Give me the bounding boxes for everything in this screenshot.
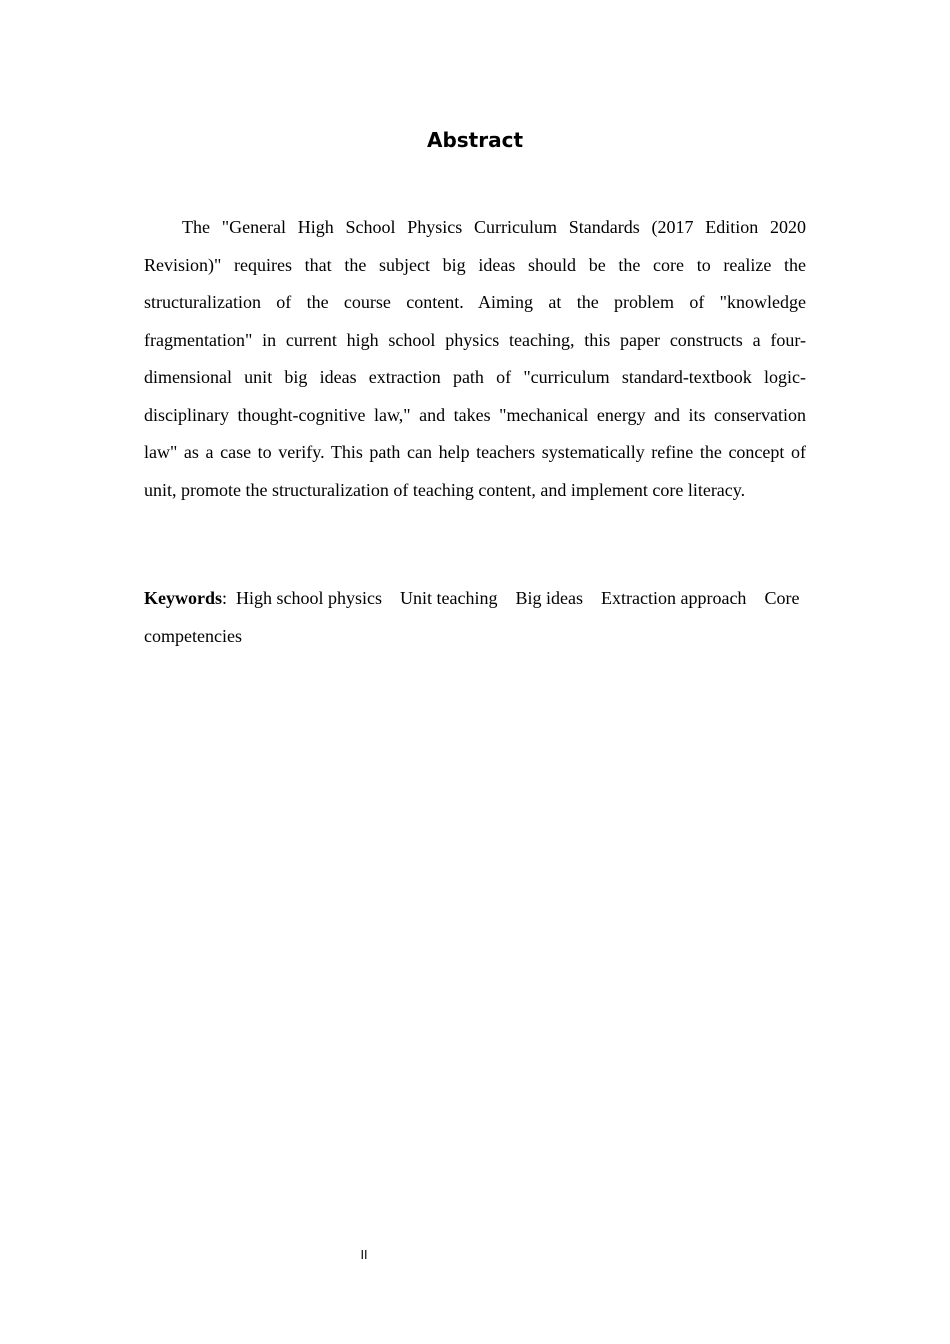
abstract-body: The "General High School Physics Curriculum Standards (2017 Edition 2020 Revision)" requires that the subject big ideas should be the core to realize the structuralization of the course content. Aiming at the problem of "knowledge fragmentation" in current high school physics teaching, this paper constructs a four-dimensional unit big ideas extraction path of "curriculum standard-textbook logic-disciplinary thought-cognitive law," and takes "mechanical energy and its conservation law" as a case to verify. This path can help teachers systematically refine the concept of unit, promote the structuralization of teaching content, and implement core literacy.: [144, 217, 806, 500]
keyword-item: Extraction approach: [601, 588, 747, 608]
keyword-item: Unit teaching: [400, 588, 498, 608]
keyword-item: Big ideas: [515, 588, 583, 608]
page-number: II: [360, 1248, 368, 1262]
keywords-separator: :: [222, 588, 228, 608]
keyword-item: Core competencies: [144, 588, 800, 646]
keywords-section: [144, 580, 806, 655]
keyword-item: High school physics: [236, 588, 383, 608]
abstract-title: Abstract: [426, 128, 524, 152]
keywords-label: Keywords: [144, 588, 222, 608]
